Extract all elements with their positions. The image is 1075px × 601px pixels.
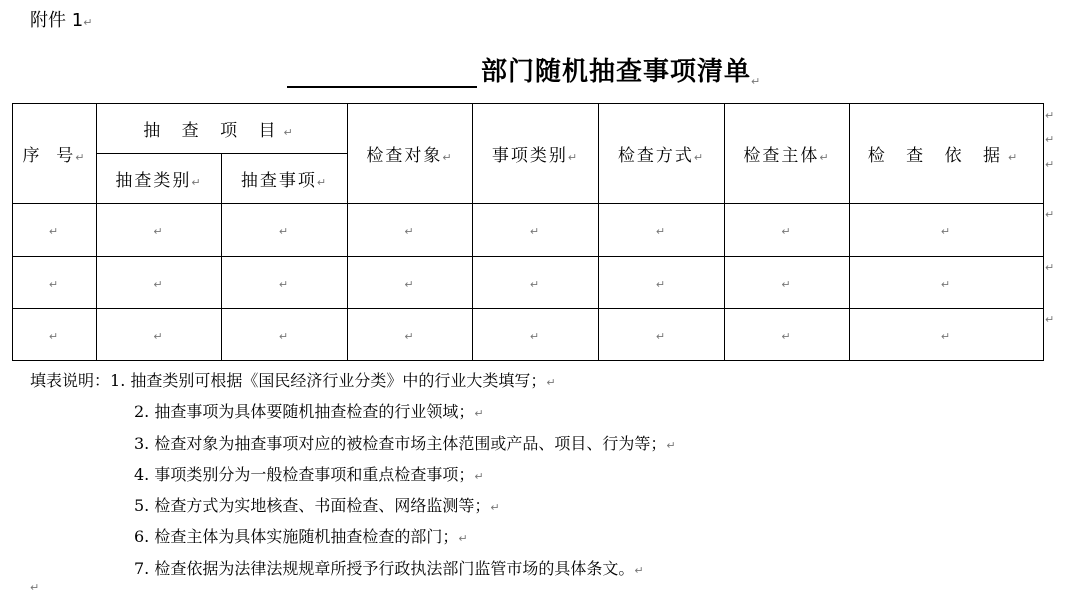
header-basis: 检 查 依 据↵ [850, 104, 1044, 204]
table-row [13, 309, 1044, 361]
empty-cell: ↵ [348, 309, 473, 361]
note-line: 2. 抽查事项为具体要随机抽查检查的行业领域；↵ [134, 402, 484, 422]
empty-cell: ↵ [97, 204, 222, 257]
header-category: 事项类别↵ [473, 104, 599, 204]
notes-intro: 填表说明： [30, 371, 111, 390]
department-name-blank [287, 56, 477, 88]
table-row [13, 204, 1044, 257]
empty-cell: ↵ [725, 309, 850, 361]
empty-cell: ↵ [222, 257, 348, 309]
empty-cell: ↵ [222, 204, 348, 257]
page-title [287, 48, 760, 88]
note-line: 6. 检查主体为具体实施随机抽查检查的部门；↵ [134, 527, 468, 547]
header-seq: 序 号↵ [13, 104, 97, 204]
empty-cell: ↵ [473, 204, 599, 257]
empty-cell: ↵ [599, 204, 725, 257]
table-row [13, 257, 1044, 309]
note-line: 填表说明：1. 抽查类别可根据《国民经济行业分类》中的行业大类填写；↵ [30, 371, 556, 390]
header-method: 检查方式↵ [599, 104, 725, 204]
paragraph-mark: ↵ [30, 581, 40, 594]
empty-cell: ↵ [850, 257, 1044, 309]
empty-cell: ↵ [599, 309, 725, 361]
empty-cell: ↵ [473, 309, 599, 361]
header-target: 检查对象↵ [348, 104, 473, 204]
paragraph-mark: ↵ [83, 16, 93, 29]
attachment-label: 附件 1↵ [30, 10, 93, 31]
empty-cell: ↵ [725, 204, 850, 257]
note-line: 4. 事项类别分为一般检查事项和重点检查事项；↵ [134, 464, 484, 484]
title-text: 部门随机抽查事项清单 [481, 57, 752, 87]
empty-cell: ↵ [13, 257, 97, 309]
filling-instructions [30, 366, 676, 585]
paragraph-mark: ↵ [751, 75, 761, 88]
empty-cell: ↵ [13, 309, 97, 361]
empty-cell: ↵ [97, 257, 222, 309]
note-line: 7. 检查依据为法律法规规章所授予行政执法部门监管市场的具体条文。↵ [134, 558, 644, 578]
empty-cell: ↵ [97, 309, 222, 361]
note-line: 3. 检查对象为抽查事项对应的被检查市场主体范围或产品、项目、行为等；↵ [134, 433, 676, 453]
empty-cell: ↵ [348, 257, 473, 309]
empty-cell: ↵ [850, 204, 1044, 257]
empty-cell: ↵ [473, 257, 599, 309]
empty-cell: ↵ [13, 204, 97, 257]
header-check-category: 抽查类别↵ [97, 154, 222, 204]
header-check-item: 抽查事项↵ [222, 154, 348, 204]
note-line: 5. 检查方式为实地核查、书面检查、网络监测等；↵ [134, 496, 500, 516]
header-check-items: 抽 查 项 目↵ [97, 104, 348, 154]
empty-cell: ↵ [725, 257, 850, 309]
empty-cell: ↵ [599, 257, 725, 309]
checklist-table [12, 103, 1044, 361]
empty-cell: ↵ [850, 309, 1044, 361]
empty-cell: ↵ [222, 309, 348, 361]
empty-cell: ↵ [348, 204, 473, 257]
header-subject: 检查主体↵ [725, 104, 850, 204]
